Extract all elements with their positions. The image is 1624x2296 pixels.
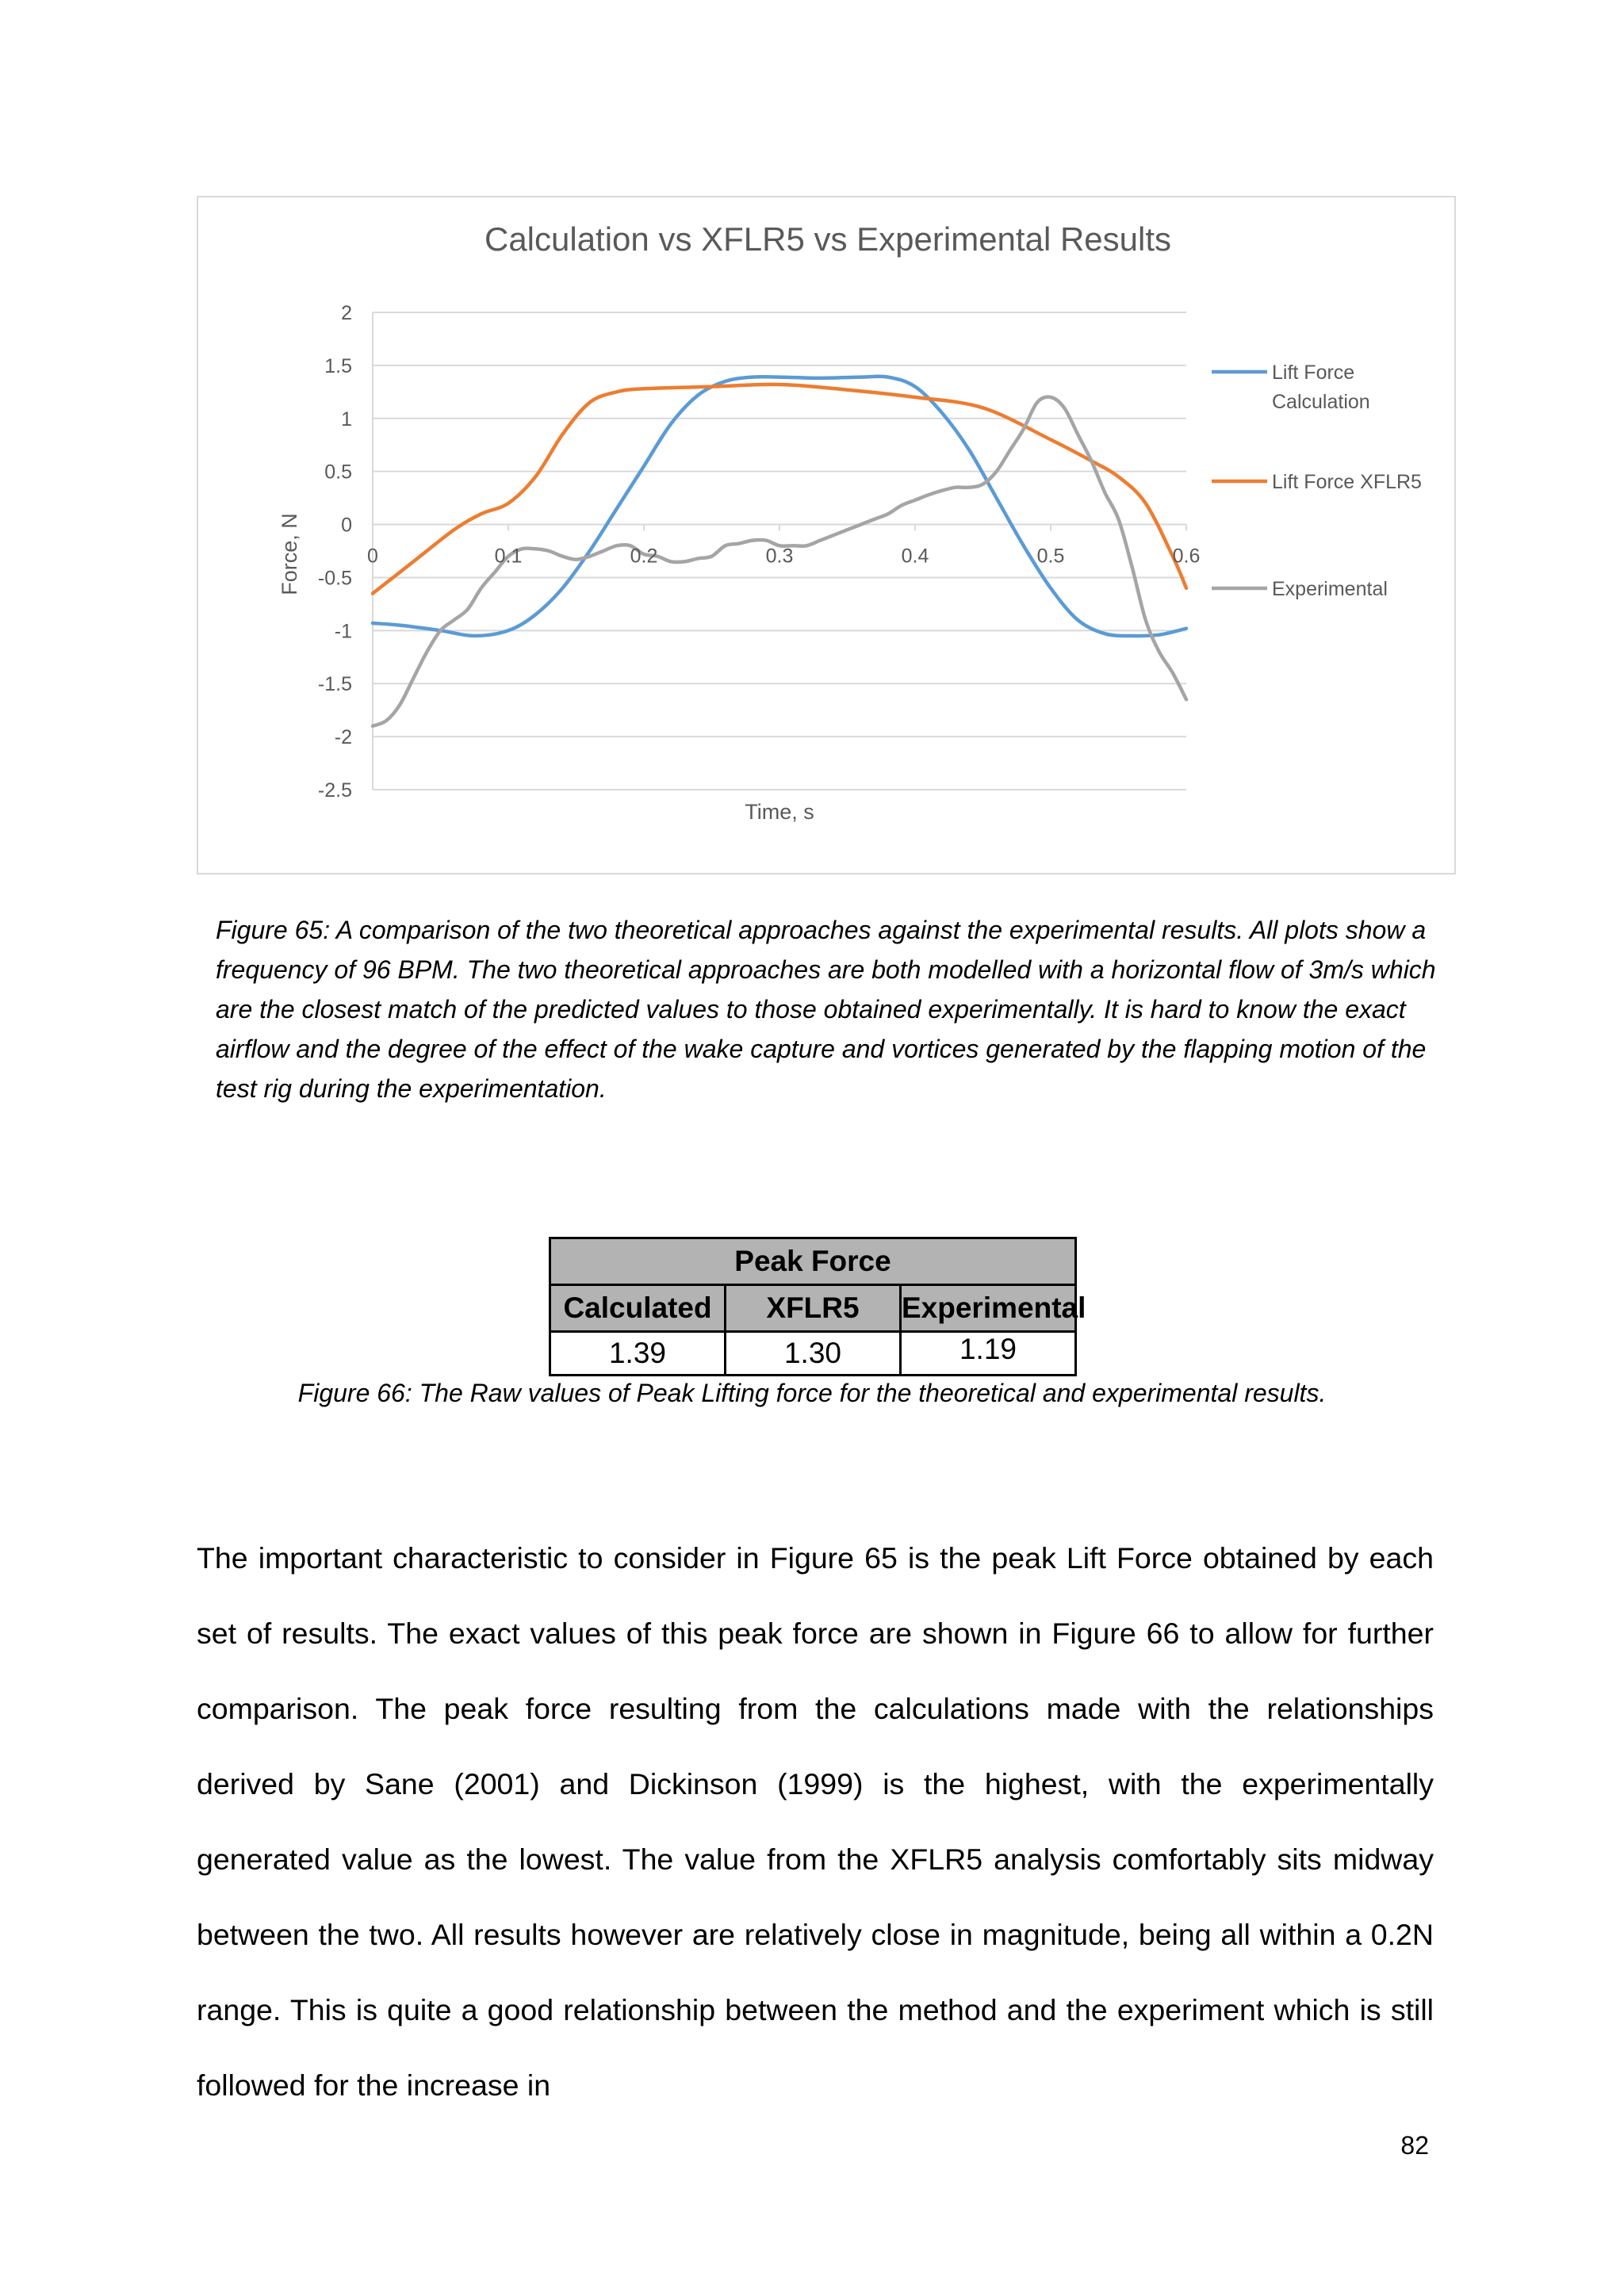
x-tick-label: 0 (367, 545, 378, 568)
x-axis-title: Time, s (745, 800, 814, 824)
y-axis-title: Force, N (278, 513, 301, 595)
legend-label: Lift Force XFLR5 (1272, 471, 1422, 493)
x-tick-label: 0.3 (765, 545, 794, 568)
page-number: 82 (1400, 2131, 1429, 2160)
figure-66-caption: Figure 66: The Raw values of Peak Lifting force for the theoretical and experimental results. (297, 1379, 1327, 1407)
y-tick-label: 1.5 (324, 354, 352, 377)
chart-title: Calculation vs XFLR5 vs Experimental Results (484, 220, 1172, 258)
x-tick-label: 0.5 (1036, 545, 1065, 568)
y-tick-label: 0.5 (324, 461, 352, 484)
peak-force-table (549, 1237, 1086, 1376)
x-tick-labels (367, 545, 1200, 568)
table-header: Experimental (901, 1285, 1076, 1332)
y-tick-labels (318, 302, 352, 802)
table-row (550, 1332, 1076, 1376)
x-tick-label: 0.4 (901, 545, 929, 568)
table-header: XFLR5 (726, 1285, 901, 1332)
line-chart (198, 197, 1457, 876)
figure-65-caption: Figure 65: A comparison of the two theoretical approaches against the experimental results. All plots show a frequency of 96 BPM. The two theoretical approaches are both modelled with a horizontal flow of 3m/s which are the closest match of the predicted values to those obtained experimentally. It is hard to know the exact airflow and the degree of the effect of the wake capture and vortices generated by the flapping motion of the test rig during the experimentation. (216, 916, 1436, 1103)
legend (1212, 362, 1422, 600)
table-title-row (550, 1238, 1076, 1285)
table-title: Peak Force (550, 1238, 1076, 1285)
table-header-row (550, 1285, 1076, 1332)
x-tick-label: 0.1 (494, 545, 523, 568)
table-header: Calculated (550, 1285, 726, 1332)
table-cell: 1.19 (901, 1332, 1076, 1376)
table-cell: 1.39 (550, 1332, 726, 1376)
legend-label: Experimental (1272, 578, 1388, 600)
y-tick-label: -1.5 (317, 673, 352, 696)
chart-container (197, 196, 1456, 874)
y-tick-label: 0 (341, 514, 352, 537)
y-tick-label: -0.5 (317, 567, 352, 590)
series-line (373, 377, 1186, 636)
table-cell: 1.30 (726, 1332, 901, 1376)
x-tick-label: 0.2 (630, 545, 658, 568)
x-tick-label: 0.6 (1172, 545, 1201, 568)
y-tick-label: -1 (334, 620, 352, 643)
y-tick-label: 2 (341, 302, 352, 324)
y-tick-label: 1 (341, 408, 352, 430)
y-tick-label: -2 (334, 726, 352, 749)
y-tick-label: -2.5 (317, 779, 352, 802)
body-paragraph: The important characteristic to consider in Figure 65 is the peak Lift Force obtained by each set of results. The exact values of this peak force are shown in Figure 66 to allow for further comparison. The peak force resulting from the calculations made with the relationships derived by Sane (2001) and Dickinson (1999) is the highest, with the experimentally generated value as the lowest. The value from the XFLR5 analysis comfortably sits midway between the two. All results however are relatively close in magnitude, being all within a 0.2N range. This is quite a good relationship between the method and the experiment which is still followed for the increase in (197, 1541, 1434, 2102)
legend-label: Lift Force Calculation (1272, 362, 1370, 413)
